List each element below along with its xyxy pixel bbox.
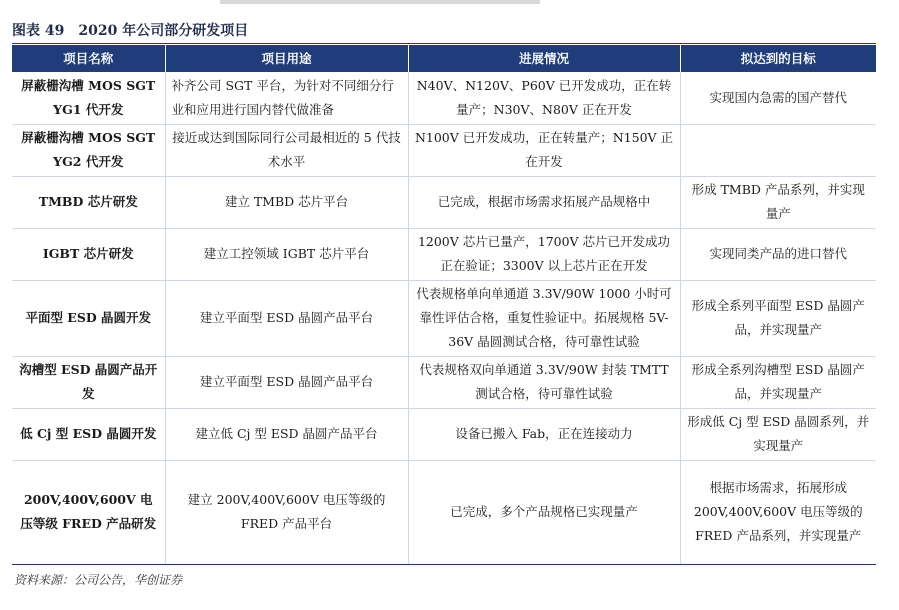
cell-text: 建立平面型 ESD 晶圆产品平台 xyxy=(199,374,374,389)
cell-text: N100V 已开发成功，正在转量产；N150V 正在开发 xyxy=(414,130,674,169)
cell-text: 已完成，根据市场需求拓展产品规格中 xyxy=(437,194,651,209)
table-row xyxy=(12,280,876,356)
cell-text: N40V、N120V、P60V 已开发成功，正在转量产；N30V、N80V 正在开发 xyxy=(416,77,672,117)
table-row xyxy=(12,460,876,564)
cell-text: 实现同类产品的进口替代 xyxy=(709,246,847,261)
cell-text: 建立工控领域 IGBT 芯片平台 xyxy=(203,246,370,261)
cell-goal xyxy=(680,356,876,408)
cell-progress xyxy=(408,408,680,460)
cell-text: 设备已搬入 Fab，正在连接动力 xyxy=(455,426,633,441)
cell-text: 形成低 Cj 型 ESD 晶圆系列，并实现量产 xyxy=(687,414,870,453)
cell-progress xyxy=(408,356,680,408)
cell-text: 平面型 ESD 晶圆开发 xyxy=(25,310,152,325)
cell-progress xyxy=(408,280,680,356)
cell-project-name xyxy=(12,228,165,280)
figure-caption: 2020 年公司部分研发项目 xyxy=(78,23,249,39)
cell-goal xyxy=(680,124,876,176)
cell-goal xyxy=(680,72,876,124)
cell-text: 屏蔽栅沟槽 MOS SGT YG1 代开发 xyxy=(21,77,156,117)
figure-title xyxy=(12,20,248,40)
cell-purpose xyxy=(165,176,408,228)
cell-text: 200V,400V,600V 电压等级 FRED 产品研发 xyxy=(20,492,157,531)
cell-project-name xyxy=(12,176,165,228)
cell-text: 形成全系列平面型 ESD 晶圆产品，并实现量产 xyxy=(691,298,865,337)
table-row xyxy=(12,124,876,176)
cell-project-name xyxy=(12,72,165,124)
cell-text: 形成全系列沟槽型 ESD 晶圆产品，并实现量产 xyxy=(691,362,865,401)
top-cropped-strip xyxy=(220,0,540,4)
cell-project-name xyxy=(12,124,165,176)
cell-progress xyxy=(408,72,680,124)
cell-progress xyxy=(408,460,680,564)
table-row xyxy=(12,356,876,408)
cell-project-name xyxy=(12,356,165,408)
cell-text: IGBT 芯片研发 xyxy=(42,246,134,261)
cell-goal xyxy=(680,408,876,460)
table-header-row xyxy=(12,45,876,72)
cell-text: 建立低 Cj 型 ESD 晶圆产品平台 xyxy=(195,426,378,441)
cell-purpose xyxy=(165,356,408,408)
header-project-purpose: 项目用途 xyxy=(165,45,408,72)
cell-text: 建立平面型 ESD 晶圆产品平台 xyxy=(199,310,374,325)
source-note: 资料来源：公司公告，华创证券 xyxy=(14,573,183,587)
header-goal: 拟达到的目标 xyxy=(680,45,876,72)
header-progress: 进展情况 xyxy=(408,45,680,72)
cell-text: 屏蔽栅沟槽 MOS SGT YG2 代开发 xyxy=(21,130,156,169)
cell-text: 代表规格双向单通道 3.3V/90W 封装 TMTT 测试合格，待可靠性试验 xyxy=(419,362,669,401)
cell-text: 补齐公司 SGT 平台，为针对不同细分行业和应用进行国内替代做准备 xyxy=(171,77,394,117)
cell-text: TMBD 芯片研发 xyxy=(38,194,138,209)
table-row xyxy=(12,228,876,280)
cell-text: 建立 200V,400V,600V 电压等级的 FRED 产品平台 xyxy=(187,492,386,531)
cell-text: 1200V 芯片已量产，1700V 芯片已开发成功正在验证；3300V 以上芯片正在开发 xyxy=(417,234,671,273)
cell-text: 接近或达到国际同行公司最相近的 5 代技术水平 xyxy=(172,130,401,169)
rd-projects-table xyxy=(12,45,876,565)
table-row xyxy=(12,72,876,124)
cell-text: 代表规格单向单通道 3.3V/90W 1000 小时可靠性评估合格，重复性验证中。拓展规格 5V-36V 晶圆测试合格，待可靠性试验 xyxy=(416,286,672,349)
cell-goal xyxy=(680,176,876,228)
cell-text: 已完成，多个产品规格已实现量产 xyxy=(450,504,638,519)
cell-purpose xyxy=(165,124,408,176)
cell-progress xyxy=(408,176,680,228)
cell-text: 根据市场需求，拓展形成 200V,400V,600V 电压等级的 FRED 产品系列，并实现量产 xyxy=(693,480,863,543)
cell-purpose xyxy=(165,72,408,124)
figure-label: 图表 49 xyxy=(12,23,65,39)
cell-project-name xyxy=(12,460,165,564)
cell-text: 形成 TMBD 产品系列，并实现量产 xyxy=(691,182,865,221)
cell-purpose xyxy=(165,460,408,564)
title-rule xyxy=(12,43,876,44)
cell-text: 实现国内急需的国产替代 xyxy=(709,89,847,105)
table-row xyxy=(12,176,876,228)
cell-text: 低 Cj 型 ESD 晶圆开发 xyxy=(20,426,157,441)
header-project-name: 项目名称 xyxy=(12,45,165,72)
cell-goal xyxy=(680,460,876,564)
cell-project-name xyxy=(12,280,165,356)
cell-purpose xyxy=(165,280,408,356)
cell-goal xyxy=(680,228,876,280)
cell-purpose xyxy=(165,228,408,280)
cell-text: 沟槽型 ESD 晶圆产品开发 xyxy=(19,362,158,401)
cell-text: 建立 TMBD 芯片平台 xyxy=(224,194,349,209)
cell-goal xyxy=(680,280,876,356)
table-row xyxy=(12,408,876,460)
cell-purpose xyxy=(165,408,408,460)
cell-progress xyxy=(408,228,680,280)
cell-project-name xyxy=(12,408,165,460)
cell-progress xyxy=(408,124,680,176)
